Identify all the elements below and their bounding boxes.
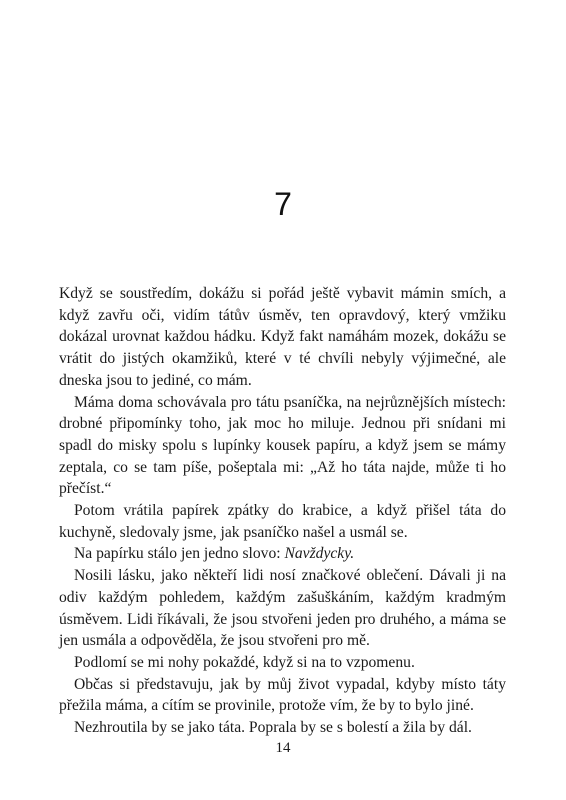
paragraph: Potom vrátila papírek zpátky do krabice, a když přišel táta do kuchyně, sledovaly jsme, jak psaníčko našel a usmál se. (59, 502, 506, 541)
chapter-number: 7 (274, 186, 292, 222)
chapter-body (59, 283, 506, 739)
paragraph: Máma doma schovávala pro tátu psaníčka, na nejrůznějších místech: drobné připomínky toho, jak moc ho miluje. Jednou při snídani mi spadl do misky spolu s lupínky kousek papíru, a když jsem se mámy zeptala, co se tam píše, pošeptala mi: „Až ho táta najde, může ti ho přečíst.“ (59, 393, 506, 498)
paragraph: Nezhroutila by se jako táta. Poprala by se s bolestí a žila by dál. (74, 719, 472, 737)
paragraph: Podlomí se mi nohy pokaždé, když si na to vzpomenu. (74, 653, 415, 671)
paragraph: Nosili lásku, jako někteří lidi nosí značkové oblečení. Dávali ji na odiv každým pohledem, každým zašuškáním, každým kradmým úsměvem. Lidi říkávali, že jsou stvořeni jeden pro druhého, a máma se jen usmála a odpověděla, že jsou stvořeni pro mě. (59, 567, 506, 650)
paragraph: Když se soustředím, dokážu si pořád ještě vybavit mámin smích, a když zavřu oči, vidím tátův úsměv, ten opravdový, který vmžiku dokázal urovnat každou hádku. Když fakt namáhám mozek, dokážu se vrátit do jistých okamžiků, které v té chvíli nebyly výjimečné, ale dneska jsou to jediné, co mám. (59, 285, 506, 389)
paragraph: Občas si představuju, jak by můj život vypadal, kdyby místo táty přežila máma, a cítím se provinile, protože vím, že by to bylo jiné. (59, 675, 506, 715)
paragraph-text: Na papírku stálo jen jedno slovo: (74, 545, 285, 563)
paragraph (59, 543, 506, 565)
emphasized-word: Navždycky. (284, 545, 355, 563)
page-number: 14 (275, 740, 291, 756)
